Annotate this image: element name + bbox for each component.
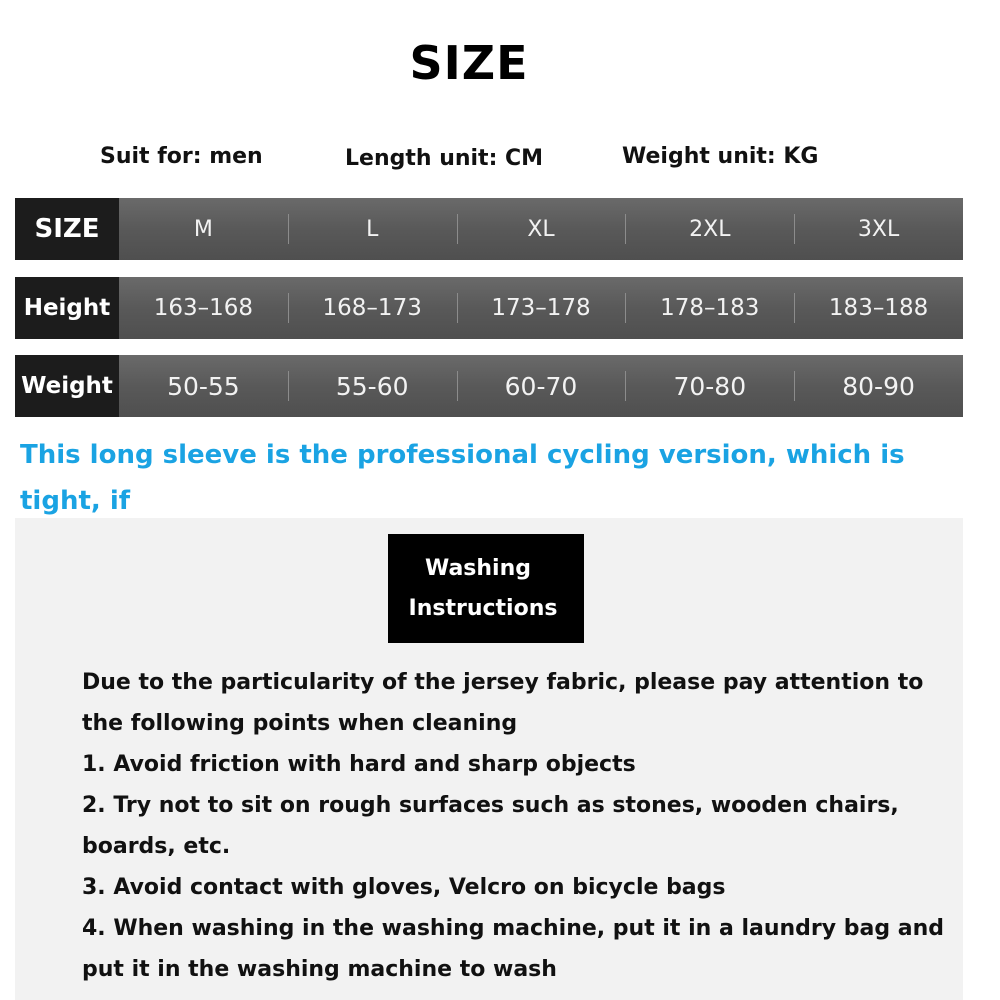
fit-notice-line: This long sleeve is the professional cycling version, which is tight, if [20,440,905,516]
height-cell: 183–188 [794,277,963,339]
washing-instructions [82,662,962,990]
size-row-label: SIZE [15,198,119,260]
instruction-line: 2. Try not to sit on rough surfaces such as stones, wooden chairs, [82,793,899,818]
weight-row-cells [119,355,963,417]
weight-cell: 60-70 [457,355,626,417]
instruction-line: 3. Avoid contact with gloves, Velcro on bicycle bags [82,875,726,900]
size-row-cells [119,198,963,260]
weight-unit-label: Weight unit: KG [622,144,819,169]
height-cell: 163–168 [153,295,254,321]
height-row [15,277,963,339]
weight-cell: 55-60 [288,355,457,417]
washing-heading [388,534,584,643]
height-cell: 178–183 [625,277,794,339]
instruction-line: 1. Avoid friction with hard and sharp objects [82,752,636,777]
height-cell: 168–173 [288,277,457,339]
size-row [15,198,963,260]
size-cell: L [288,198,457,260]
instruction-line: the following points when cleaning [82,711,518,736]
height-cell: 173–178 [457,277,626,339]
weight-cell: 80-90 [794,355,963,417]
washing-heading-line: Washing [424,556,532,581]
size-cell: 2XL [625,198,794,260]
size-cell: M [193,216,213,242]
instruction-line: boards, etc. [82,834,231,859]
suit-for-label: Suit for: men [100,144,263,169]
size-cell: XL [457,198,626,260]
instruction-line: put it in the washing machine to wash [82,957,557,982]
weight-row [15,355,963,417]
weight-cell: 70-80 [625,355,794,417]
instruction-line: 4. When washing in the washing machine, put it in a laundry bag and [82,916,945,941]
height-row-label: Height [15,277,119,339]
washing-heading-line: Instructions [408,596,558,621]
instruction-line: Due to the particularity of the jersey fabric, please pay attention to [82,670,924,695]
page-title: SIZE [409,36,529,90]
length-unit-label: Length unit: CM [345,146,544,171]
weight-row-label: Weight [15,355,119,417]
size-cell: 3XL [794,198,963,260]
height-row-cells [119,277,963,339]
weight-cell: 50-55 [167,371,240,401]
